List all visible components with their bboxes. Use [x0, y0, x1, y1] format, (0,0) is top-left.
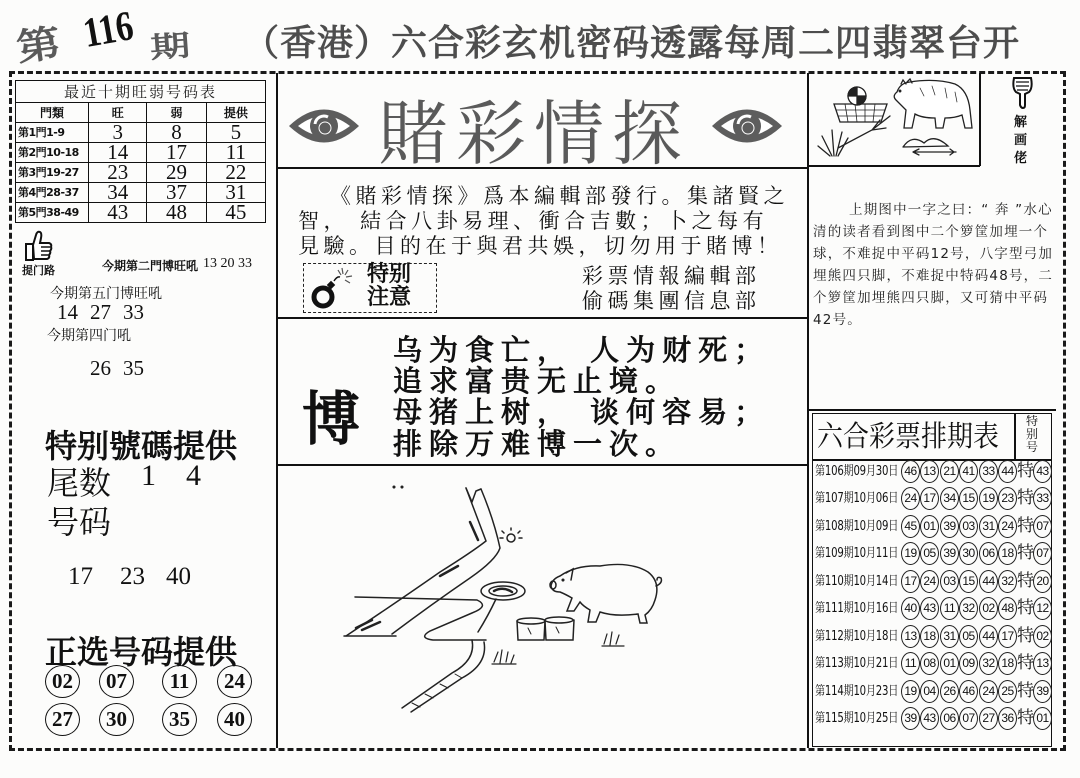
number-ball: 43 — [920, 707, 939, 730]
special-marker: 特 — [1017, 461, 1034, 481]
number-ball: 23 — [998, 487, 1017, 510]
special-header-char: 特 — [1026, 414, 1039, 428]
puzzle-illustration — [278, 466, 806, 746]
schedule-row — [812, 542, 1052, 565]
number-ball: 31 — [940, 625, 959, 648]
schedule-row — [812, 487, 1052, 510]
pick-ball: 40 — [217, 703, 252, 736]
number-ball: 15 — [959, 487, 978, 510]
draw-label: 第114期10月23日 — [815, 684, 899, 699]
schedule-row — [812, 625, 1052, 648]
signature-line: 偷碼集團信息部 — [582, 289, 761, 313]
number-ball: 03 — [940, 570, 959, 593]
side-label-char: 解 — [1014, 115, 1028, 130]
draw-label: 第112期10月18日 — [815, 629, 899, 644]
issue-suffix: 期 — [149, 29, 192, 65]
special-number-ball: 12 — [1033, 597, 1052, 620]
signature-line: 彩票情報編輯部 — [582, 264, 761, 288]
issue-prefix: 第 — [13, 21, 64, 71]
pick-value: 5 — [206, 123, 265, 143]
number-ball: 15 — [959, 570, 978, 593]
explanation-line: 42号。 — [813, 312, 862, 328]
tip1-numbers: 13 20 33 — [203, 256, 252, 271]
pick-ball: 30 — [99, 703, 134, 736]
poem-line: 追求富贵无止境。 — [393, 364, 682, 398]
number-ball: 44 — [998, 460, 1017, 483]
tip2-number: 14 — [57, 300, 78, 324]
special-number-ball: 20 — [1033, 570, 1052, 593]
special-number-ball: 02 — [1033, 625, 1052, 648]
pointing-down-hand-icon — [1011, 76, 1035, 109]
intro-line: 見驗。目的在于與君共娛，切勿用于賭博！ — [298, 234, 783, 258]
hot-cold-table-title: 最近十期旺弱号码表 — [16, 81, 266, 103]
hot-value: 14 — [89, 143, 147, 163]
clue-picture — [810, 74, 978, 165]
number-ball: 21 — [940, 460, 959, 483]
group-label: 第2門10-18 — [16, 143, 89, 163]
tip2-numbers — [57, 300, 156, 325]
number-ball: 30 — [959, 542, 978, 565]
schedule-title: 六合彩票排期表 — [817, 420, 1000, 454]
explanation-line: 个箩筐加埋熊四只脚，又可猜中平码 — [813, 290, 1049, 306]
number-ball: 06 — [940, 707, 959, 730]
pick-ball: 02 — [45, 665, 80, 698]
number-ball: 43 — [920, 597, 939, 620]
number-ball: 19 — [901, 542, 920, 565]
explanation-line: 球，不难捉中平码12号，八字型弓加 — [813, 246, 1054, 262]
group-label: 第1門1-9 — [16, 123, 89, 143]
column-header: 旺 — [89, 103, 147, 123]
number-ball: 48 — [998, 597, 1017, 620]
special-number: 23 — [120, 563, 145, 590]
draw-label: 第107期10月06日 — [815, 491, 899, 506]
hot-value: 3 — [89, 123, 147, 143]
masthead-title: 賭彩情探 — [378, 93, 690, 175]
special-column-divider — [1014, 413, 1016, 460]
draw-label: 第113期10月21日 — [815, 656, 899, 671]
cold-value: 8 — [147, 123, 206, 143]
number-ball: 03 — [959, 515, 978, 538]
explanation-line: 清的读者看到图中二个箩筐加埋一个 — [813, 224, 1049, 240]
number-ball: 32 — [998, 570, 1017, 593]
divider-schedule — [808, 409, 1056, 411]
number-ball: 27 — [979, 707, 998, 730]
notice-line-2: 注意 — [367, 285, 412, 310]
special-number-ball: 39 — [1033, 680, 1052, 703]
special-marker: 特 — [1017, 543, 1034, 563]
number-ball: 39 — [901, 707, 920, 730]
number-ball: 24 — [920, 570, 939, 593]
special-number: 17 — [68, 563, 93, 590]
eye-icon — [288, 103, 360, 149]
poem-line: 母猪上树， 谈何容易； — [393, 395, 771, 429]
tip3-numbers — [90, 356, 156, 381]
schedule-row — [812, 515, 1052, 538]
special-marker: 特 — [1017, 598, 1034, 618]
pick-value: 45 — [206, 203, 265, 223]
special-header-char: 号 — [1026, 440, 1039, 454]
special-number-ball: 13 — [1033, 652, 1052, 675]
special-marker: 特 — [1017, 626, 1034, 646]
group-label: 第5門38-49 — [16, 203, 89, 223]
column-header: 門類 — [16, 103, 89, 123]
schedule-row — [812, 707, 1052, 730]
number-ball: 07 — [959, 707, 978, 730]
clue-picture-right — [979, 73, 981, 166]
special-marker: 特 — [1017, 571, 1034, 591]
number-ball: 18 — [998, 652, 1017, 675]
number-ball: 18 — [998, 542, 1017, 565]
tip3-number: 35 — [123, 356, 144, 380]
number-ball: 13 — [920, 460, 939, 483]
poem-line: 乌为食亡， 人为财死； — [393, 333, 771, 367]
cold-value: 17 — [147, 143, 206, 163]
tip3-number: 26 — [90, 356, 111, 380]
tip2-number: 33 — [123, 300, 144, 324]
number-ball: 46 — [959, 680, 978, 703]
number-ball: 11 — [940, 597, 959, 620]
pick-ball: 24 — [217, 665, 252, 698]
special-number-ball: 33 — [1033, 487, 1052, 510]
door-tips-label: 提门路 — [22, 264, 55, 277]
number-ball: 31 — [979, 515, 998, 538]
number-ball: 13 — [901, 625, 920, 648]
number-ball: 09 — [959, 652, 978, 675]
bomb-icon — [308, 264, 356, 312]
cold-value: 37 — [147, 183, 206, 203]
pick-value: 31 — [206, 183, 265, 203]
pick-ball: 07 — [99, 665, 134, 698]
number-ball: 25 — [998, 680, 1017, 703]
tail-label: 尾数 — [47, 464, 112, 502]
intro-line: 《賭彩情探》爲本編輯部發行。集諸賢之 — [330, 184, 789, 208]
cold-value: 48 — [147, 203, 206, 223]
schedule-row — [812, 597, 1052, 620]
group-label: 第3門19-27 — [16, 163, 89, 183]
notice-line-1: 特别 — [367, 262, 412, 287]
schedule-row — [812, 460, 1052, 483]
tip3-label: 今期第四门吼 — [47, 328, 131, 344]
number-ball: 19 — [901, 680, 920, 703]
number-ball: 39 — [940, 542, 959, 565]
schedule-row — [812, 652, 1052, 675]
number-ball: 01 — [940, 652, 959, 675]
number-ball: 24 — [979, 680, 998, 703]
explanation-line: 埋熊四只脚，不难捉中特码48号，二 — [813, 268, 1054, 284]
special-number-ball: 07 — [1033, 542, 1052, 565]
hot-cold-table — [15, 80, 266, 223]
number-ball: 11 — [901, 652, 920, 675]
number-ball: 41 — [959, 460, 978, 483]
hot-value: 34 — [89, 183, 147, 203]
tip2-label: 今期第五门博旺吼 — [50, 286, 162, 302]
number-ball: 06 — [979, 542, 998, 565]
special-number-ball: 43 — [1033, 460, 1052, 483]
pick-value: 22 — [206, 163, 265, 183]
special-marker: 特 — [1017, 681, 1034, 701]
number-ball: 08 — [920, 652, 939, 675]
number-ball: 33 — [979, 460, 998, 483]
special-marker: 特 — [1017, 516, 1034, 536]
draw-label: 第110期10月14日 — [815, 574, 899, 589]
eye-icon — [711, 103, 783, 149]
number-ball: 19 — [979, 487, 998, 510]
poem-big-char: 博 — [302, 385, 361, 453]
number-ball: 18 — [920, 625, 939, 648]
divider-intro — [276, 317, 808, 319]
side-label-char: 画 — [1014, 133, 1028, 148]
special-number: 40 — [166, 563, 191, 590]
tail-value: 1 — [141, 459, 156, 492]
schedule-row — [812, 570, 1052, 593]
draw-label: 第109期10月11日 — [815, 546, 899, 561]
hot-value: 23 — [89, 163, 147, 183]
number-ball: 17 — [901, 570, 920, 593]
column-header: 弱 — [147, 103, 206, 123]
special-header-char: 别 — [1026, 427, 1039, 441]
draw-label: 第115期10月25日 — [815, 711, 899, 726]
number-ball: 24 — [998, 515, 1017, 538]
side-label-char: 佬 — [1014, 151, 1028, 166]
tip1-label: 今期第二門博旺吼 — [102, 259, 199, 273]
hot-value: 43 — [89, 203, 147, 223]
number-ball: 36 — [998, 707, 1017, 730]
page-title: （香港）六合彩玄机密码透露每周二四翡翠台开 — [243, 23, 1021, 64]
clue-picture-bottom — [808, 165, 980, 167]
number-ball: 46 — [901, 460, 920, 483]
number-ball: 24 — [901, 487, 920, 510]
special-number-ball: 07 — [1033, 515, 1052, 538]
poem-line: 排除万难博一次。 — [393, 427, 682, 461]
table-row — [16, 203, 266, 223]
main-picks-title: 正选号码提供 — [45, 633, 238, 671]
number-ball: 17 — [920, 487, 939, 510]
pick-ball: 35 — [162, 703, 197, 736]
number-ball: 34 — [940, 487, 959, 510]
special-numbers-title: 特别號碼提供 — [45, 427, 238, 465]
number-ball: 02 — [979, 597, 998, 620]
number-ball: 39 — [940, 515, 959, 538]
number-ball: 45 — [901, 515, 920, 538]
intro-line: 智， 結合八卦易理、衝合吉數；卜之每有 — [298, 209, 769, 233]
special-marker: 特 — [1017, 708, 1034, 728]
draw-label: 第108期10月09日 — [815, 519, 899, 534]
number-label: 号码 — [47, 503, 112, 541]
number-ball: 44 — [979, 625, 998, 648]
pick-ball: 11 — [162, 665, 197, 698]
number-ball: 44 — [979, 570, 998, 593]
cold-value: 29 — [147, 163, 206, 183]
draw-label: 第111期10月16日 — [815, 601, 899, 616]
schedule-row — [812, 680, 1052, 703]
issue-number: 116 — [79, 3, 137, 57]
special-marker: 特 — [1017, 488, 1034, 508]
thumbs-up-icon — [24, 230, 54, 263]
explanation-line: 上期图中一字之曰：“ 奔 ”水心 — [849, 202, 1053, 218]
tip2-number: 27 — [90, 300, 111, 324]
column-header: 提供 — [206, 103, 265, 123]
pick-value: 11 — [206, 143, 265, 163]
number-ball: 17 — [998, 625, 1017, 648]
group-label: 第4門28-37 — [16, 183, 89, 203]
number-ball: 26 — [940, 680, 959, 703]
number-ball: 32 — [979, 652, 998, 675]
special-marker: 特 — [1017, 653, 1034, 673]
pick-ball: 27 — [45, 703, 80, 736]
number-ball: 32 — [959, 597, 978, 620]
special-number-ball: 01 — [1033, 707, 1052, 730]
number-ball: 01 — [920, 515, 939, 538]
draw-label: 第106期09月30日 — [815, 464, 899, 479]
number-ball: 05 — [920, 542, 939, 565]
number-ball: 05 — [959, 625, 978, 648]
number-ball: 40 — [901, 597, 920, 620]
tail-value: 4 — [186, 459, 201, 492]
number-ball: 04 — [920, 680, 939, 703]
